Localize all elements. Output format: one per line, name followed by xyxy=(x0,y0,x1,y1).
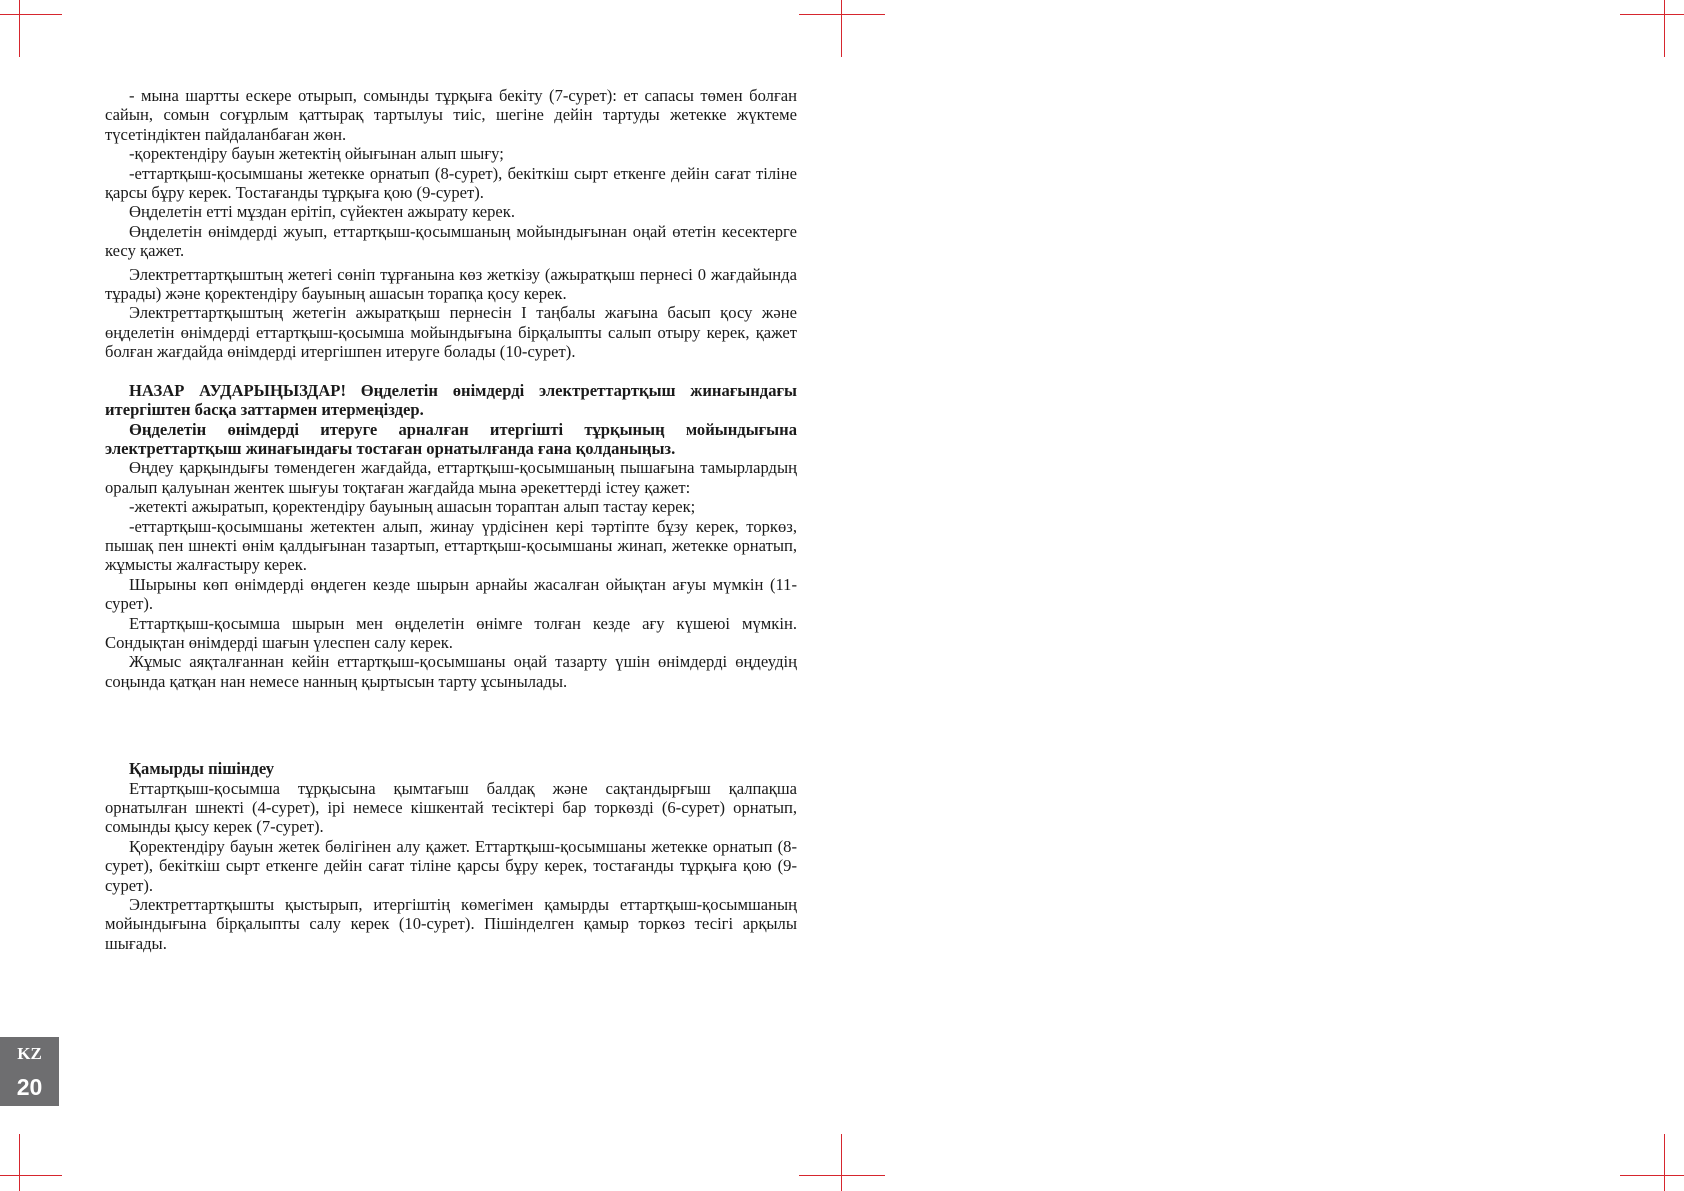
crop-mark xyxy=(841,0,842,57)
crop-mark xyxy=(799,1175,885,1176)
crop-mark xyxy=(0,14,62,15)
paragraph: Еттартқыш-қосымша тұрқысына қымтағыш балдақ және сақтандырғыш қалпақша орнатылған шнекті (4-сурет), ірі немесе кішкентай тесіктері бар торкөзді (6-сурет) орнатып, сомынды қысу керек (7-сурет). xyxy=(105,778,797,837)
paragraph: Өңделетін өнімдерді жуып, еттартқыш-қосымшаның мойындығынан оңай өтетін кесектерге кесу қажет. xyxy=(105,221,797,261)
warning-paragraph: НАЗАР АУДАРЫҢЫЗДАР! Өңделетін өнімдерді электреттартқыш жинағындағы итергіштен басқа заттармен итермеңіздер. xyxy=(105,380,797,420)
paragraph: -жетекті ажыратып, қоректендіру бауының ашасын тораптан алып тастау керек; xyxy=(129,497,696,517)
paragraph: -қоректендіру бауын жетектің ойығынан алып шығу; xyxy=(129,144,504,164)
warning-paragraph: Өңделетін өнімдерді итеруге арналған итергішті тұрқының мойындығына электреттартқыш жинағындағы тостаған орнатылғанда ғана қолданыңыз. xyxy=(105,419,797,458)
crop-mark xyxy=(19,0,20,57)
manual-text-column xyxy=(105,86,797,953)
crop-mark xyxy=(799,14,885,15)
section-heading: Қамырды пішіндеу xyxy=(129,759,275,779)
language-code: KZ xyxy=(17,1044,42,1063)
crop-mark xyxy=(1620,14,1684,15)
paragraph: Өңдеу қарқындығы төмендеген жағдайда, еттартқыш-қосымшаның пышағына тамырлардың оралып қалуынан жентек шығуы тоқтаған жағдайда мына әрекеттерді істеу қажет: xyxy=(105,458,797,497)
crop-mark xyxy=(1620,1175,1684,1176)
paragraph: -еттартқыш-қосымшаны жетекке орнатып (8-сурет), бекіткіш сырт еткенге дейін сағат тіліне қарсы бұру керек. Тостағанды тұрқыға қою (9-сурет). xyxy=(105,163,797,203)
paragraph: Шырыны көп өнімдерді өңдеген кезде шырын арнайы жасалған ойықтан ағуы мүмкін (11-сурет). xyxy=(105,574,797,614)
paragraph: - мына шартты ескере отырып, сомынды тұрқыға бекіту (7-сурет): ет сапасы төмен болған сайын, сомын соғұрлым қаттырақ тартылуы тиіс, шегіне дейін тартуды жетекке жүктеме түсетіндіктен пайдаланбаған жөн. xyxy=(105,86,797,144)
paragraph: -еттартқыш-қосымшаны жетектен алып, жинау үрдісінен кері тәртіпте бұзу керек, торкөз, пышақ пен шнекті өнім қалдығынан тазартып, еттартқыш-қосымшаны жинап, жетекке орнатып, жұмысты жалғастыру керек. xyxy=(105,516,797,575)
paragraph: Электреттартқышты қыстырып, итергіштің көмегімен қамырды еттартқыш-қосымшаның мойындығына бірқалыпты салу керек (10-сурет). Пішінделген қамыр торкөз тесігі арқылы шығады. xyxy=(105,895,797,953)
paragraph: Өңделетін етті мұздан ерітіп, сүйектен ажырату керек. xyxy=(129,202,516,222)
paragraph: Электреттартқыштың жетегі сөніп тұрғанына көз жеткізу (ажыратқыш пернесі 0 жағдайында тұрады) және қоректендіру бауының ашасын торапқа қосу керек. xyxy=(105,264,797,304)
paragraph: Электреттартқыштың жетегін ажыратқыш пернесін I таңбалы жағына басып қосу және өңделетін өнімдерді еттартқыш-қосымша мойындығына бірқалыпты салып отыру керек, қажет болған жағдайда өнімдерді итергішпен итеруге болады (10-сурет). xyxy=(105,303,797,362)
page-number: 20 xyxy=(16,1074,43,1100)
crop-mark xyxy=(1664,1134,1665,1191)
crop-mark xyxy=(19,1134,20,1191)
paragraph: Еттартқыш-қосымша шырын мен өңделетін өнімге толған кезде ағу күшеюі мүмкін. Сондықтан өнімдерді шағын үлеспен салу керек. xyxy=(105,613,797,652)
crop-mark xyxy=(841,1134,842,1191)
crop-mark xyxy=(1664,0,1665,57)
paragraph: Жұмыс аяқталғаннан кейін еттартқыш-қосымшаны оңай тазарту үшін өнімдерді өңдеудің соңында қатқан нан немесе нанның қыртысын тарту ұсынылады. xyxy=(105,652,797,691)
paragraph: Қоректендіру бауын жетек бөлігінен алу қажет. Еттартқыш-қосымшаны жетекке орнатып (8-сурет), бекіткіш сырт еткенге дейін сағат тіліне қарсы бұру керек, тостағанды тұрқыға қою (9-сурет). xyxy=(105,836,797,895)
crop-mark xyxy=(0,1175,62,1176)
page-number-tab xyxy=(0,1037,59,1106)
